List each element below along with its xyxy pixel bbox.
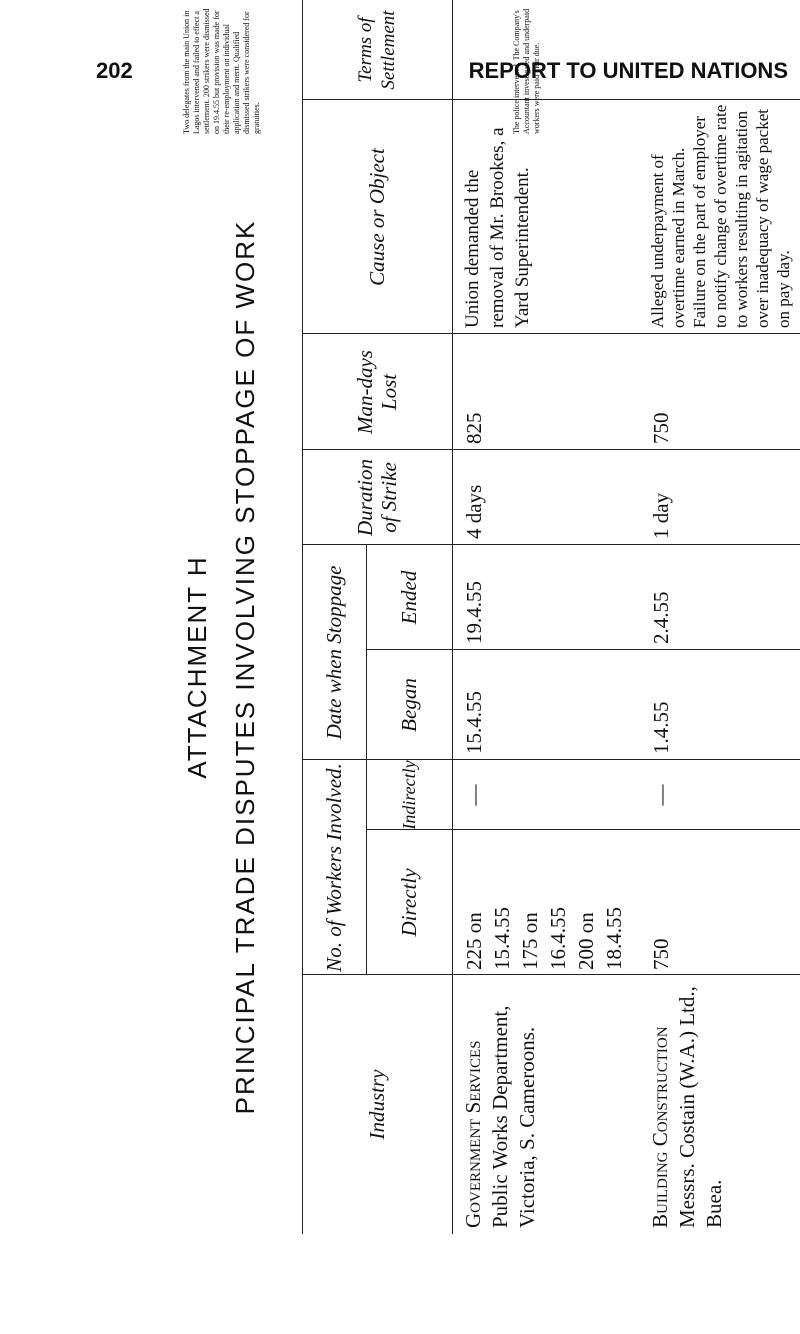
- header-terms: Terms of Settlement: [355, 10, 399, 90]
- table-row: [647, 978, 797, 1228]
- header-directly: Directly: [396, 868, 421, 937]
- duration-value: 1 day: [649, 492, 673, 539]
- directly-value: 225 on: [462, 912, 486, 970]
- industry-detail: Public Works Department, Victoria, S. Cameroons.: [488, 1005, 539, 1228]
- header-industry: Industry: [364, 1069, 389, 1140]
- header-began: Began: [396, 678, 421, 732]
- terms-row-2-wrap: [512, 0, 800, 134]
- header-man-days: Man-days Lost: [353, 350, 401, 434]
- directly-value: 175 on: [518, 912, 542, 970]
- header-cause: Cause or Object: [364, 148, 389, 286]
- began-value: 1.4.55: [649, 701, 673, 754]
- directly-values: [460, 832, 635, 970]
- terms-row-1-wrap: [182, 0, 502, 134]
- table-title: PRINCIPAL TRADE DISPUTES INVOLVING STOPPAGE OF WORK: [230, 219, 260, 1115]
- directly-value: 15.4.55: [490, 907, 514, 970]
- man-days-value: 750: [649, 412, 673, 444]
- attachment-label: ATTACHMENT H: [182, 555, 212, 779]
- duration-value: 4 days: [462, 484, 486, 539]
- cause-text: Alleged underpayment of overtime earned in March. Failure on the part of employer to notify change of overtime rate to workers resulting in agitation over inadequacy of wage packet on pay day.: [648, 104, 793, 328]
- began-value: 15.4.55: [462, 691, 486, 754]
- header-duration: Duration of Strike: [353, 459, 401, 537]
- directly-value: 750: [649, 938, 673, 970]
- running-head: REPORT TO UNITED NATIONS: [468, 58, 788, 83]
- ended-value: 19.4.55: [462, 581, 486, 644]
- header-date-group: Date when Stoppage: [322, 565, 346, 740]
- table-body: [302, 0, 800, 1234]
- indirectly-value: —: [462, 784, 486, 806]
- terms-region: [182, 0, 800, 134]
- man-days-value: 825: [462, 412, 486, 444]
- table-row: [460, 978, 630, 1228]
- header-workers-group: No. of Workers Involved.: [322, 763, 346, 972]
- page-number: 202: [96, 58, 133, 83]
- industry-detail: Messrs. Costain (W.A.) Ltd., Buea.: [675, 986, 726, 1228]
- industry-heading: Building Construction: [648, 1026, 672, 1228]
- terms-text: The police intervened. The Company's Accountant investigated and underpaid workers were paid their due.: [512, 8, 541, 134]
- rotated-body: [182, 0, 800, 1234]
- indirectly-value: —: [649, 784, 673, 806]
- terms-text: Two delegates from the main Union in Lagos intervened and failed to effect a settlement. 200 strikers were dismissed on 19.4.55 but provision was made for their re-employment on individual application and merit. Qualified dismissed strikers were considered for gratuities.: [182, 8, 261, 134]
- directly-value: 18.4.55: [602, 907, 626, 970]
- header-ended: Ended: [396, 570, 421, 625]
- industry-heading: Government Services: [461, 1040, 485, 1228]
- cause-text: Union demanded the removal of Mr. Brookes, a Yard Superintendent.: [462, 127, 533, 328]
- directly-value: 16.4.55: [546, 907, 570, 970]
- ended-value: 2.4.55: [649, 591, 673, 644]
- header-indirectly: Indirectly: [398, 760, 419, 830]
- directly-value: 200 on: [574, 912, 598, 970]
